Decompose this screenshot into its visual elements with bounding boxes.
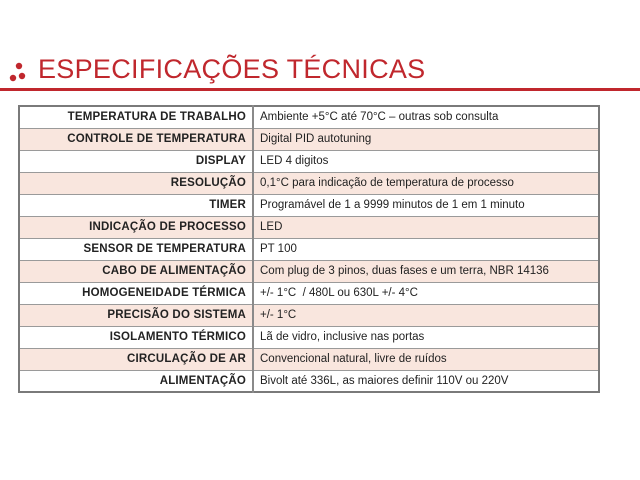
table-row <box>19 282 599 304</box>
spec-value: Lã de vidro, inclusive nas portas <box>253 326 599 348</box>
spec-label: ISOLAMENTO TÉRMICO <box>19 326 253 348</box>
spec-value: Digital PID autotuning <box>253 128 599 150</box>
table-row <box>19 370 599 392</box>
spec-label: CIRCULAÇÃO DE AR <box>19 348 253 370</box>
specifications-table <box>18 105 600 393</box>
spec-label: CONTROLE DE TEMPERATURA <box>19 128 253 150</box>
spec-label: TIMER <box>19 194 253 216</box>
table-row <box>19 216 599 238</box>
spec-value: Convencional natural, livre de ruídos <box>253 348 599 370</box>
title-divider <box>0 88 640 91</box>
table-row <box>19 172 599 194</box>
spec-value: PT 100 <box>253 238 599 260</box>
page-header <box>0 52 640 92</box>
table-row <box>19 128 599 150</box>
spec-label: RESOLUÇÃO <box>19 172 253 194</box>
spec-value: Com plug de 3 pinos, duas fases e um terra, NBR 14136 <box>253 260 599 282</box>
table-row <box>19 348 599 370</box>
table-row <box>19 194 599 216</box>
table-row <box>19 106 599 128</box>
spec-value: Ambiente +5°C até 70°C – outras sob consulta <box>253 106 599 128</box>
dots-logo-icon <box>6 56 36 86</box>
spec-value: Bivolt até 336L, as maiores definir 110V ou 220V <box>253 370 599 392</box>
spec-value: LED 4 digitos <box>253 150 599 172</box>
spec-value: LED <box>253 216 599 238</box>
spec-label: SENSOR DE TEMPERATURA <box>19 238 253 260</box>
table-row <box>19 260 599 282</box>
table-row <box>19 238 599 260</box>
spec-value: +/- 1°C <box>253 304 599 326</box>
spec-label: INDICAÇÃO DE PROCESSO <box>19 216 253 238</box>
spec-label: DISPLAY <box>19 150 253 172</box>
table-row <box>19 304 599 326</box>
spec-label: ALIMENTAÇÃO <box>19 370 253 392</box>
table-row <box>19 150 599 172</box>
spec-value: 0,1°C para indicação de temperatura de processo <box>253 172 599 194</box>
spec-label: CABO DE ALIMENTAÇÃO <box>19 260 253 282</box>
page-title: ESPECIFICAÇÕES TÉCNICAS <box>38 54 426 84</box>
spec-label: PRECISÃO DO SISTEMA <box>19 304 253 326</box>
table-row <box>19 326 599 348</box>
spec-value: +/- 1°C / 480L ou 630L +/- 4°C <box>253 282 599 304</box>
spec-value: Programável de 1 a 9999 minutos de 1 em 1 minuto <box>253 194 599 216</box>
spec-label: HOMOGENEIDADE TÉRMICA <box>19 282 253 304</box>
spec-label: TEMPERATURA DE TRABALHO <box>19 106 253 128</box>
